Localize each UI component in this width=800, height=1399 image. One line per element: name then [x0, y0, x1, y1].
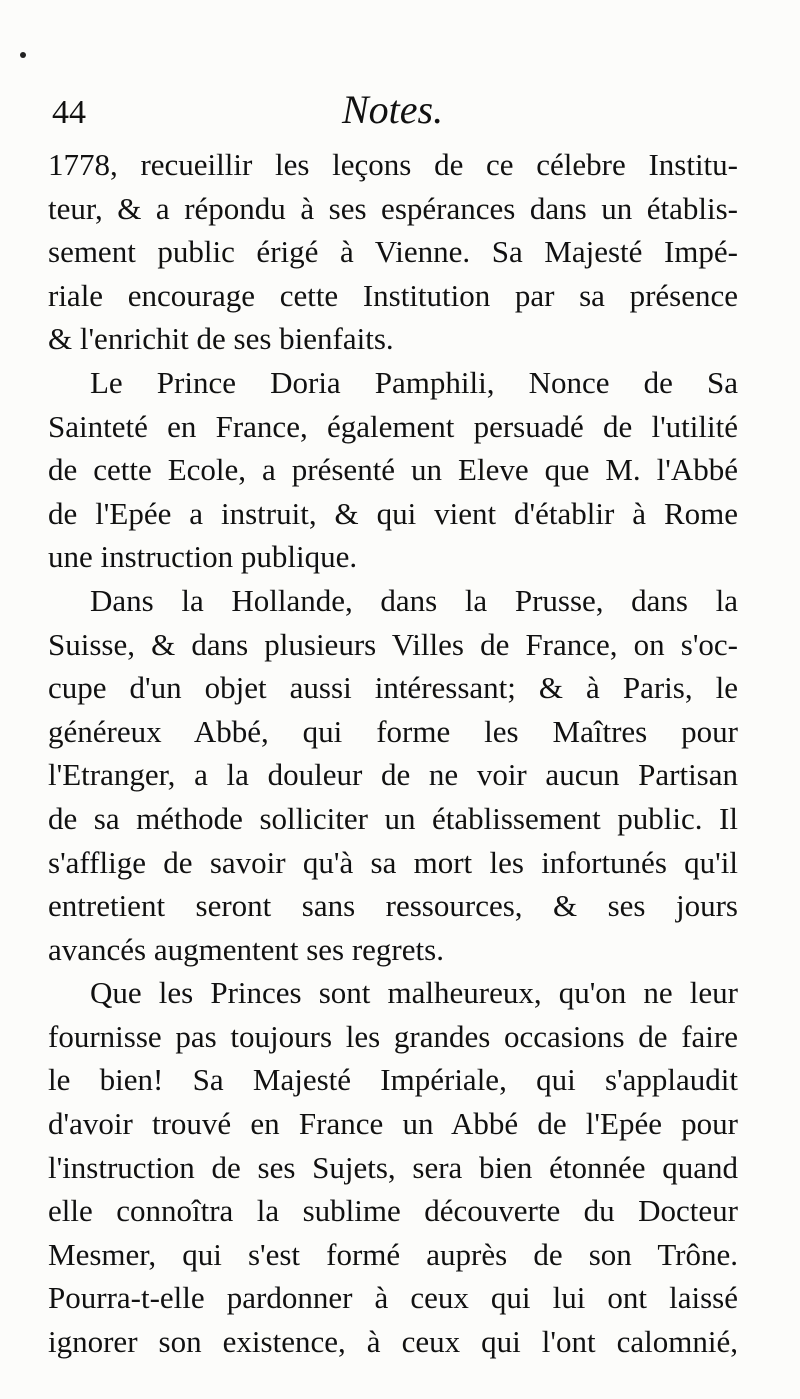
page-number: 44 [52, 94, 86, 131]
text-line: Que les Princes sont malheureux, qu'on ne leur [90, 975, 738, 1011]
text-line: cupe d'un objet aussi intéressant; & à Paris, le [48, 670, 738, 706]
text-line: riale encourage cette Institution par sa présence [48, 277, 738, 313]
text-line: ignorer son existence, à ceux qui l'ont calomnié, [48, 1324, 738, 1360]
text-line: elle connoîtra la sublime découverte du Docteur [48, 1193, 738, 1229]
text-line: teur, & a répondu à ses espérances dans un établis- [48, 190, 738, 226]
text-line: de sa méthode solliciter un établissement public. Il [48, 800, 738, 836]
text-line: d'avoir trouvé en France un Abbé de l'Epée pour [48, 1106, 738, 1142]
text-line: Sainteté en France, également persuadé de l'utilité [48, 408, 738, 444]
text-line: Le Prince Doria Pamphili, Nonce de Sa [90, 364, 738, 400]
text-line: entretient seront sans ressources, & ses jours [48, 888, 738, 924]
running-head: Notes. [342, 87, 444, 132]
text-line: l'Etranger, a la douleur de ne voir aucun Partisan [48, 757, 738, 793]
text-line: Pourra-t-elle pardonner à ceux qui lui ont laissé [48, 1280, 738, 1316]
text-line: le bien! Sa Majesté Impériale, qui s'applaudit [48, 1062, 738, 1098]
page-header [52, 86, 742, 136]
text-line: une instruction publique. [48, 539, 358, 575]
text-line: 1778, recueillir les leçons de ce célebre Institu- [48, 147, 738, 182]
text-line: fournisse pas toujours les grandes occasions de faire [48, 1018, 738, 1054]
body-text [48, 143, 738, 1364]
ink-speck [20, 52, 26, 58]
text-line: & l'enrichit de ses bienfaits. [48, 321, 394, 357]
text-line: de cette Ecole, a présenté un Eleve que M. l'Abbé [48, 452, 738, 488]
text-line: de l'Epée a instruit, & qui vient d'établir à Rome [48, 495, 738, 531]
text-line: Dans la Hollande, dans la Prusse, dans la [90, 582, 738, 618]
text-line: avancés augmentent ses regrets. [48, 931, 444, 967]
text-line: Mesmer, qui s'est formé auprès de son Trône. [48, 1236, 738, 1272]
text-line: généreux Abbé, qui forme les Maîtres pour [48, 713, 738, 749]
text-line: l'instruction de ses Sujets, sera bien étonnée quand [48, 1149, 738, 1185]
text-line: sement public érigé à Vienne. Sa Majesté Impé- [48, 234, 738, 270]
text-line: s'afflige de savoir qu'à sa mort les infortunés qu'il [48, 844, 738, 880]
text-line: Suisse, & dans plusieurs Villes de France, on s'oc- [48, 626, 738, 662]
